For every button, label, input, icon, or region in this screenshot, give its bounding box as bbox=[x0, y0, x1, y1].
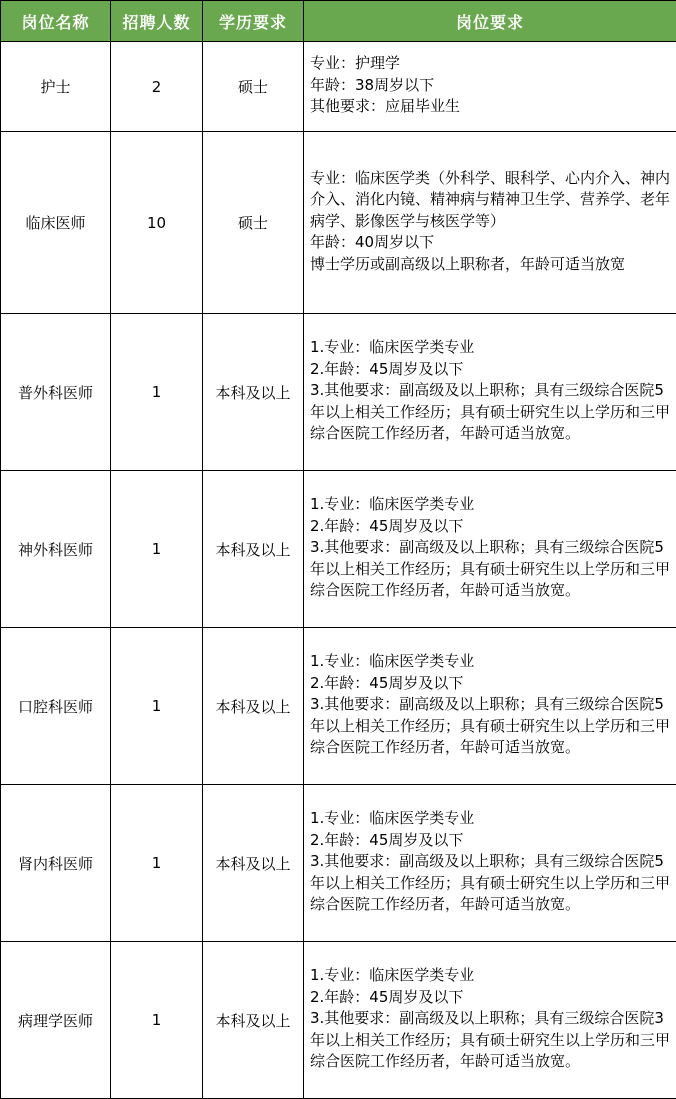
table-row bbox=[1, 471, 676, 628]
requirement-line: 1.专业：临床医学类专业 bbox=[310, 494, 670, 516]
table-row bbox=[1, 628, 676, 785]
headcount: 1 bbox=[111, 628, 203, 785]
requirement-line: 年龄：38周岁以下 bbox=[310, 75, 670, 97]
requirement-line: 2.年龄：45周岁及以下 bbox=[310, 673, 670, 695]
requirement-line: 3.其他要求：副高级及以上职称；具有三级综合医院5年以上相关工作经历；具有硕士研究生以上学历和三甲综合医院工作经历者，年龄可适当放宽。 bbox=[310, 537, 670, 602]
position-name: 肾内科医师 bbox=[1, 785, 111, 942]
table-row bbox=[1, 42, 676, 132]
education: 硕士 bbox=[203, 132, 304, 314]
table-row bbox=[1, 132, 676, 314]
requirement-line: 2.年龄：45周岁及以下 bbox=[310, 516, 670, 538]
education: 本科及以上 bbox=[203, 314, 304, 471]
requirements bbox=[304, 314, 676, 471]
requirement-line: 2.年龄：45周岁及以下 bbox=[310, 987, 670, 1009]
requirement-line: 年龄：40周岁以下 bbox=[310, 232, 670, 254]
education: 本科及以上 bbox=[203, 785, 304, 942]
header-headcount: 招聘人数 bbox=[111, 1, 203, 42]
education: 本科及以上 bbox=[203, 942, 304, 1099]
requirements bbox=[304, 628, 676, 785]
position-name: 普外科医师 bbox=[1, 314, 111, 471]
requirement-line: 3.其他要求：副高级及以上职称；具有三级综合医院5年以上相关工作经历；具有硕士研究生以上学历和三甲综合医院工作经历者，年龄可适当放宽。 bbox=[310, 694, 670, 759]
position-name: 护士 bbox=[1, 42, 111, 132]
requirement-line: 专业：临床医学类（外科学、眼科学、心内介入、神内介入、消化内镜、精神病与精神卫生学、营养学、老年病学、影像医学与核医学等） bbox=[310, 168, 670, 233]
position-name: 口腔科医师 bbox=[1, 628, 111, 785]
header-requirements: 岗位要求 bbox=[304, 1, 676, 42]
headcount: 1 bbox=[111, 942, 203, 1099]
headcount: 1 bbox=[111, 471, 203, 628]
requirement-line: 3.其他要求：副高级及以上职称；具有三级综合医院5年以上相关工作经历；具有硕士研究生以上学历和三甲综合医院工作经历者，年龄可适当放宽。 bbox=[310, 851, 670, 916]
header-education: 学历要求 bbox=[203, 1, 304, 42]
requirements bbox=[304, 471, 676, 628]
requirement-line: 博士学历或副高级以上职称者，年龄可适当放宽 bbox=[310, 254, 670, 276]
position-name: 临床医师 bbox=[1, 132, 111, 314]
requirement-line: 2.年龄：45周岁及以下 bbox=[310, 359, 670, 381]
requirement-line: 1.专业：临床医学类专业 bbox=[310, 651, 670, 673]
position-name: 神外科医师 bbox=[1, 471, 111, 628]
table-row bbox=[1, 314, 676, 471]
requirement-line: 1.专业：临床医学类专业 bbox=[310, 808, 670, 830]
education: 硕士 bbox=[203, 42, 304, 132]
position-name: 病理学医师 bbox=[1, 942, 111, 1099]
header-row bbox=[1, 1, 676, 42]
requirements bbox=[304, 785, 676, 942]
requirement-line: 专业：护理学 bbox=[310, 53, 670, 75]
requirement-line: 其他要求：应届毕业生 bbox=[310, 96, 670, 118]
header-position-name: 岗位名称 bbox=[1, 1, 111, 42]
table-row bbox=[1, 942, 676, 1099]
headcount: 10 bbox=[111, 132, 203, 314]
requirement-line: 2.年龄：45周岁及以下 bbox=[310, 830, 670, 852]
headcount: 1 bbox=[111, 785, 203, 942]
requirement-line: 1.专业：临床医学类专业 bbox=[310, 337, 670, 359]
table-row bbox=[1, 785, 676, 942]
education: 本科及以上 bbox=[203, 471, 304, 628]
requirements bbox=[304, 942, 676, 1099]
requirements bbox=[304, 42, 676, 132]
requirements bbox=[304, 132, 676, 314]
requirement-line: 3.其他要求：副高级及以上职称；具有三级综合医院5年以上相关工作经历；具有硕士研究生以上学历和三甲综合医院工作经历者，年龄可适当放宽。 bbox=[310, 380, 670, 445]
requirement-line: 1.专业：临床医学类专业 bbox=[310, 965, 670, 987]
requirement-line: 3.其他要求：副高级及以上职称；具有三级综合医院3年以上相关工作经历；具有硕士研究生以上学历和三甲综合医院工作经历者，年龄可适当放宽。 bbox=[310, 1008, 670, 1073]
headcount: 2 bbox=[111, 42, 203, 132]
education: 本科及以上 bbox=[203, 628, 304, 785]
headcount: 1 bbox=[111, 314, 203, 471]
